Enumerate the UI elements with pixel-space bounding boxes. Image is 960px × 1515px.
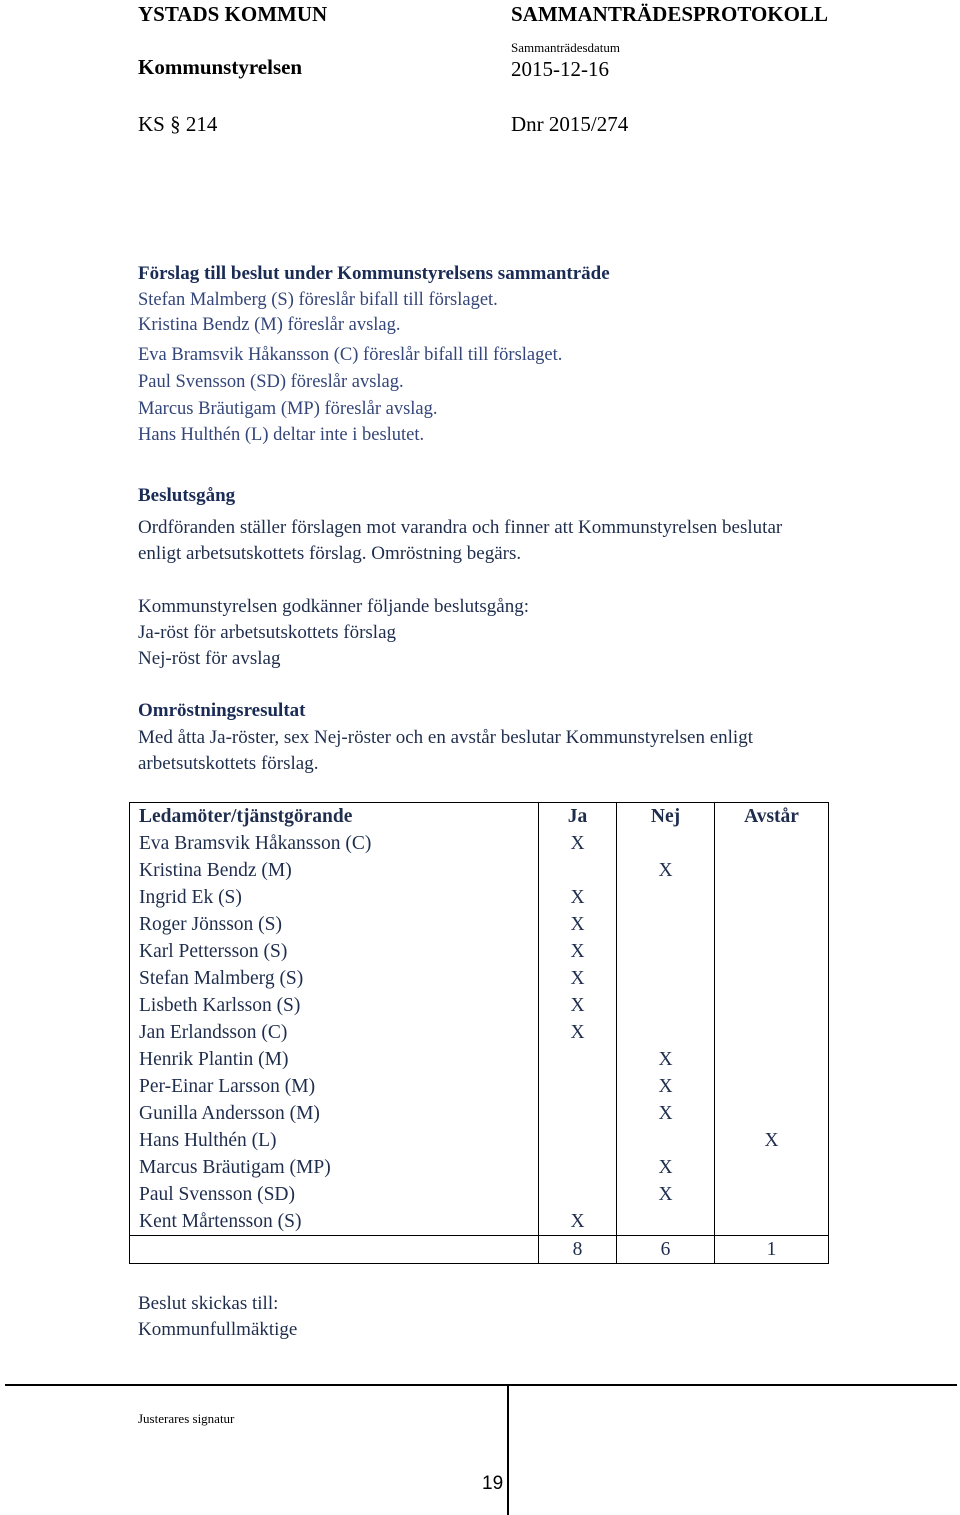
vote-ja xyxy=(539,857,617,884)
result-title: Omröstningsresultat xyxy=(138,700,306,721)
vote-ja xyxy=(539,1046,617,1073)
vote-avstar xyxy=(715,965,829,992)
result-text: Med åtta Ja-röster, sex Nej-röster och en avstår beslutar Kommunstyrelsen enligt xyxy=(138,727,753,748)
total-ja: 8 xyxy=(539,1236,617,1264)
vote-ja: X xyxy=(539,1019,617,1046)
distribution-label: Beslut skickas till: xyxy=(138,1293,279,1314)
vote-ja: X xyxy=(539,884,617,911)
vote-ja: X xyxy=(539,911,617,938)
vote-avstar xyxy=(715,884,829,911)
vote-nej xyxy=(617,830,715,857)
totals-label-cell xyxy=(130,1236,539,1264)
total-nej: 6 xyxy=(617,1236,715,1264)
vote-avstar xyxy=(715,1154,829,1181)
vote-avstar xyxy=(715,938,829,965)
table-row xyxy=(130,830,829,857)
member-name: Roger Jönsson (S) xyxy=(130,911,539,938)
total-avstar: 1 xyxy=(715,1236,829,1264)
municipality-name: YSTADS KOMMUN xyxy=(138,2,328,26)
member-name: Stefan Malmberg (S) xyxy=(130,965,539,992)
table-row xyxy=(130,938,829,965)
member-name: Karl Pettersson (S) xyxy=(130,938,539,965)
vote-nej: X xyxy=(617,1181,715,1208)
table-row xyxy=(130,857,829,884)
vote-nej xyxy=(617,1019,715,1046)
vote-nej: X xyxy=(617,1154,715,1181)
footer-divider xyxy=(5,1384,957,1386)
table-row xyxy=(130,911,829,938)
member-name: Gunilla Andersson (M) xyxy=(130,1100,539,1127)
vote-nej: X xyxy=(617,1073,715,1100)
beslutsgang-text: Ordföranden ställer förslagen mot varandra och finner att Kommunstyrelsen beslutar xyxy=(138,517,783,538)
table-row xyxy=(130,1154,829,1181)
member-name: Kristina Bendz (M) xyxy=(130,857,539,884)
vote-avstar xyxy=(715,857,829,884)
table-row xyxy=(130,1181,829,1208)
vote-nej xyxy=(617,911,715,938)
totals-row xyxy=(130,1236,829,1264)
distribution-recipient: Kommunfullmäktige xyxy=(138,1319,298,1340)
beslutsgang-text: enligt arbetsutskottets förslag. Omröstning begärs. xyxy=(138,543,522,564)
vote-avstar xyxy=(715,1073,829,1100)
table-row xyxy=(130,884,829,911)
table-row xyxy=(130,1127,829,1154)
table-row xyxy=(130,1100,829,1127)
vote-ja: X xyxy=(539,1208,617,1236)
vote-nej xyxy=(617,938,715,965)
table-row xyxy=(130,1208,829,1236)
vote-ja: X xyxy=(539,992,617,1019)
vote-avstar: X xyxy=(715,1127,829,1154)
vote-avstar xyxy=(715,1046,829,1073)
proposal-line: Paul Svensson (SD) föreslår avslag. xyxy=(138,372,404,392)
vote-nej xyxy=(617,992,715,1019)
vote-nej xyxy=(617,1127,715,1154)
vote-avstar xyxy=(715,911,829,938)
member-name: Lisbeth Karlsson (S) xyxy=(130,992,539,1019)
vote-nej: X xyxy=(617,857,715,884)
member-name: Henrik Plantin (M) xyxy=(130,1046,539,1073)
vote-nej: X xyxy=(617,1100,715,1127)
vote-avstar xyxy=(715,992,829,1019)
vote-nej xyxy=(617,884,715,911)
member-name: Kent Mårtensson (S) xyxy=(130,1208,539,1236)
member-name: Ingrid Ek (S) xyxy=(130,884,539,911)
paragraph-number: KS § 214 xyxy=(138,112,218,136)
vote-nej xyxy=(617,1208,715,1236)
member-name: Eva Bramsvik Håkansson (C) xyxy=(130,830,539,857)
vote-ja: X xyxy=(539,830,617,857)
header-nej: Nej xyxy=(617,803,715,831)
proposal-line: Hans Hulthén (L) deltar inte i beslutet. xyxy=(138,425,425,445)
committee-name: Kommunstyrelsen xyxy=(138,55,303,79)
case-number: Dnr 2015/274 xyxy=(511,112,629,136)
meeting-date: 2015-12-16 xyxy=(511,57,609,81)
proposal-line: Stefan Malmberg (S) föreslår bifall till förslaget. xyxy=(138,290,498,310)
member-name: Paul Svensson (SD) xyxy=(130,1181,539,1208)
table-row xyxy=(130,1046,829,1073)
vote-nej: X xyxy=(617,1046,715,1073)
vote-avstar xyxy=(715,1100,829,1127)
vote-ja xyxy=(539,1181,617,1208)
member-name: Per-Einar Larsson (M) xyxy=(130,1073,539,1100)
beslutsgang-text: Kommunstyrelsen godkänner följande beslutsgång: xyxy=(138,596,530,617)
table-row xyxy=(130,965,829,992)
table-row xyxy=(130,1019,829,1046)
beslutsgang-text: Ja-röst för arbetsutskottets förslag xyxy=(138,622,397,643)
beslutsgang-text: Nej-röst för avslag xyxy=(138,648,281,669)
proposal-line: Marcus Bräutigam (MP) föreslår avslag. xyxy=(138,399,438,419)
vote-table xyxy=(129,802,829,1264)
vote-avstar xyxy=(715,830,829,857)
signature-label: Justerares signatur xyxy=(138,1411,235,1426)
table-row xyxy=(130,1073,829,1100)
vote-nej xyxy=(617,965,715,992)
beslutsgang-title: Beslutsgång xyxy=(138,485,236,506)
vote-ja xyxy=(539,1127,617,1154)
header-avstar: Avstår xyxy=(715,803,829,831)
vote-ja xyxy=(539,1100,617,1127)
header-members: Ledamöter/tjänstgörande xyxy=(130,803,539,831)
table-row xyxy=(130,992,829,1019)
date-label: Sammanträdesdatum xyxy=(511,40,621,55)
proposal-line: Kristina Bendz (M) föreslår avslag. xyxy=(138,315,401,335)
vote-avstar xyxy=(715,1208,829,1236)
document-type: SAMMANTRÄDESPROTOKOLL xyxy=(511,2,828,26)
vote-ja xyxy=(539,1073,617,1100)
vote-ja xyxy=(539,1154,617,1181)
vote-ja: X xyxy=(539,938,617,965)
member-name: Marcus Bräutigam (MP) xyxy=(130,1154,539,1181)
vote-ja: X xyxy=(539,965,617,992)
vote-avstar xyxy=(715,1019,829,1046)
header-ja: Ja xyxy=(539,803,617,831)
page-number: 19 xyxy=(482,1473,504,1494)
proposal-line: Eva Bramsvik Håkansson (C) föreslår bifall till förslaget. xyxy=(138,345,563,365)
table-header-row xyxy=(130,803,829,831)
result-text: arbetsutskottets förslag. xyxy=(138,753,319,774)
footer-vertical-divider xyxy=(507,1385,509,1515)
proposals-title: Förslag till beslut under Kommunstyrelsens sammanträde xyxy=(138,263,610,284)
vote-avstar xyxy=(715,1181,829,1208)
member-name: Hans Hulthén (L) xyxy=(130,1127,539,1154)
member-name: Jan Erlandsson (C) xyxy=(130,1019,539,1046)
